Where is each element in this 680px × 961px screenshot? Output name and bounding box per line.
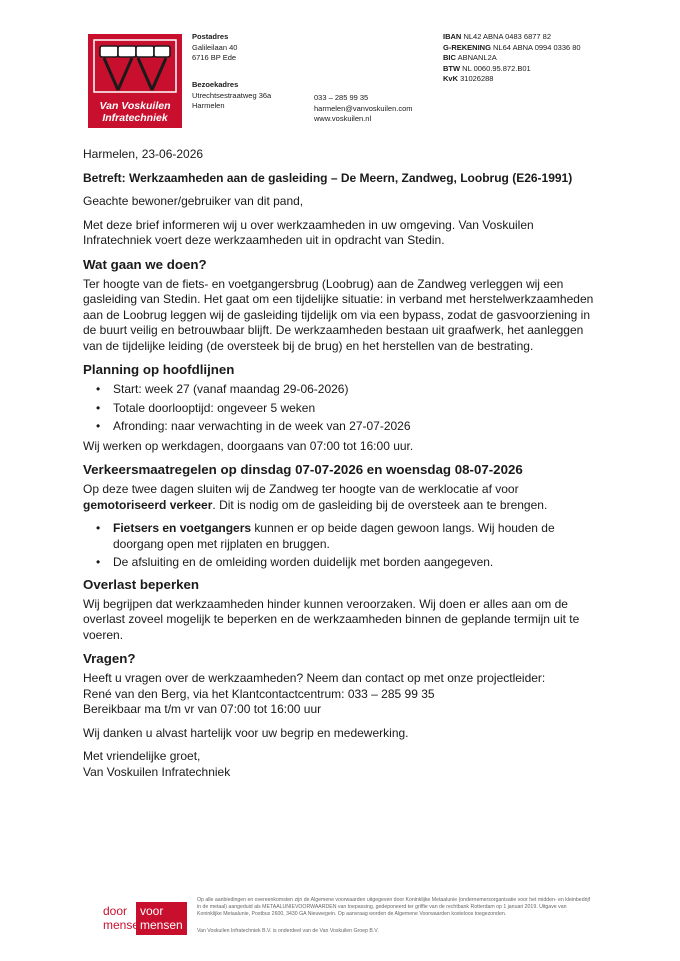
list-item bbox=[83, 521, 603, 552]
logo-word-mensen: mensen bbox=[103, 918, 146, 932]
postadres-city: 6716 BP Ede bbox=[192, 53, 237, 62]
email-address[interactable]: harmelen@vanvoskuilen.com bbox=[314, 103, 413, 113]
bank-details bbox=[443, 32, 581, 85]
bank-row-kvk bbox=[443, 74, 581, 85]
bank-row-grekening bbox=[443, 43, 581, 54]
bank-value: 31026288 bbox=[460, 74, 494, 83]
section-title-overlast: Overlast beperken bbox=[83, 576, 200, 592]
list-item: • Afronding: naar verwachting in de week van 27-07-2026 bbox=[83, 419, 603, 435]
section-title-wat-gaan-we-doen: Wat gaan we doen? bbox=[83, 256, 207, 272]
working-hours: Wij werken op werkdagen, doorgaans van 07:00 tot 16:00 uur. bbox=[83, 438, 414, 453]
bank-value: ABNANL2A bbox=[457, 53, 497, 62]
bank-key: BIC bbox=[443, 53, 456, 62]
section-title-planning: Planning op hoofdlijnen bbox=[83, 362, 235, 377]
logo-text-infratechniek: Infratechniek bbox=[102, 112, 168, 124]
letter-body bbox=[83, 147, 603, 780]
bank-row-iban bbox=[443, 32, 581, 43]
thanks-line: Wij danken u alvast hartelijk voor uw begrip en medewerking. bbox=[83, 725, 409, 740]
bank-row-bic bbox=[443, 53, 581, 64]
questions-line-2: René van den Berg, via het Klantcontactcentrum: 033 – 285 99 35 bbox=[83, 686, 435, 701]
text-part: kunnen er op beide dagen gewoon langs. Wij houden de doorgang open met rijplaten en bruggen. bbox=[113, 521, 555, 551]
bank-value: NL 0060.95.872.B01 bbox=[462, 63, 531, 73]
text-part: Op deze twee dagen sluiten wij de Zandweg ter hoogte van de werklocatie af voor bbox=[83, 482, 519, 496]
text-part: . Dit is nodig om de gasleiding bij de oversteek aan te brengen. bbox=[212, 497, 548, 512]
bezoekadres-label: Bezoekadres bbox=[192, 80, 239, 89]
postadres-street: Galileilaan 40 bbox=[192, 42, 238, 52]
bezoekadres-city: Harmelen bbox=[192, 101, 225, 110]
bank-row-btw bbox=[443, 64, 581, 75]
bank-key: KvK bbox=[443, 74, 459, 83]
list-item: • Start: week 27 (vanaf maandag 29-06-2026) bbox=[83, 382, 603, 398]
section-title-vragen: Vragen? bbox=[83, 651, 136, 666]
visiting-address bbox=[192, 80, 271, 112]
bank-value: NL42 ABNA 0483 6877 82 bbox=[463, 32, 552, 41]
footer-group-text: Van Voskuilen Infratechniek B.V. is onderdeel van de Van Voskuilen Groep B.V. bbox=[197, 928, 379, 934]
text-bold: gemotoriseerd verkeer bbox=[83, 497, 213, 512]
bank-key: IBAN bbox=[443, 32, 462, 41]
traffic-list bbox=[83, 521, 603, 571]
salutation: Geachte bewoner/gebruiker van dit pand, bbox=[83, 194, 304, 208]
logo-word-mensen-white: mensen bbox=[140, 918, 183, 932]
logo-word-door: door bbox=[103, 904, 128, 918]
text-bold: Fietsers en voetgangers bbox=[113, 521, 252, 535]
letter-subject: Betreft: Werkzaamheden aan de gasleiding – De Meern, Zandweg, Loobrug (E26-1991) bbox=[83, 170, 573, 185]
section-text-wat-gaan-we-doen: Ter hoogte van de fiets- en voetgangersbrug (Loobrug) aan de Zandweg verleggen wij een gasleiding van Stedin. Het gaat om een tijdelijke situatie: in verband met herstelwerkzaamheden aan de Loobrug leggen wij de gasleiding tijdelijk om via een bypass, zodat de gasvoorziening in de buurt veilig en betrouwbaar blijft. De werkzaamheden bestaan uit graafwerk, het aanleggen van de tijdelijke leiding (de oversteek bij de brug) en het herstellen van de bestrating. bbox=[83, 276, 594, 353]
planning-list bbox=[83, 382, 603, 435]
contact-details bbox=[314, 93, 413, 125]
closing: Met vriendelijke groet, bbox=[83, 749, 201, 763]
intro-paragraph: Met deze brief informeren wij u over werkzaamheden in uw omgeving. Van Voskuilen Infratechniek voert deze werkzaamheden uit in opdracht van Stedin. bbox=[83, 217, 534, 247]
bank-value: NL64 ABNA 0994 0336 80 bbox=[493, 42, 581, 52]
section-text-overlast: Wij begrijpen dat werkzaamheden hinder kunnen veroorzaken. Wij doen er alles aan om de overlast zoveel mogelijk te beperken en de werkzaamheden binnen de geplande termijn uit te voeren. bbox=[83, 596, 580, 642]
section-title-verkeersmaatregelen: Verkeersmaatregelen op dinsdag 07-07-2026 en woensdag 08-07-2026 bbox=[83, 462, 523, 477]
bank-key: G-REKENING bbox=[443, 42, 491, 52]
logo-text-van-voskuilen: Van Voskuilen bbox=[99, 100, 171, 112]
questions-line-3: Bereikbaar ma t/m vr van 07:00 tot 16:00 uur bbox=[83, 702, 322, 716]
company-logo bbox=[88, 34, 182, 128]
list-item: • De afsluiting en de omleiding worden duidelijk met borden aangegeven. bbox=[83, 555, 603, 571]
list-item: • Totale doorlooptijd: ongeveer 5 weken bbox=[83, 401, 603, 417]
postadres-label: Postadres bbox=[192, 32, 229, 41]
signature: Van Voskuilen Infratechniek bbox=[83, 764, 231, 779]
bank-key: BTW bbox=[443, 63, 461, 73]
questions-line-1: Heeft u vragen over de werkzaamheden? Neem dan contact op met onze projectleider: bbox=[83, 671, 546, 685]
logo-word-voor: voor bbox=[140, 904, 164, 918]
website-link[interactable]: www.voskuilen.nl bbox=[314, 114, 372, 123]
postal-address bbox=[192, 32, 237, 64]
letter-date: Harmelen, 23-06-2026 bbox=[83, 147, 204, 161]
bezoekadres-street: Utrechtsestraatweg 36a bbox=[192, 90, 272, 100]
phone-number: 033 – 285 99 35 bbox=[314, 93, 369, 102]
footer-legal-text: Op alle aanbiedingen en overeenkomsten zijn de Algemene voorwaarden uitgegeven door Koninklijke Metaalunie (ondernemersorganisatie voor het midden- en kleinbedrijf in de metaal) aangeduid als METAALUNIEVOORWAARDEN van toepassing, gedeponeerd ter griffie van de rechtbank Rotterdam op 1 januari 2019. Uitgave van Koninklijke Metaalunie, Postbus 2600, 3430 GA Nieuwegein. Op aanvraag worden de Algemene Voorwaarden kosteloos toegezonden. bbox=[197, 897, 591, 917]
section-text-verkeersmaatregelen bbox=[83, 482, 603, 513]
